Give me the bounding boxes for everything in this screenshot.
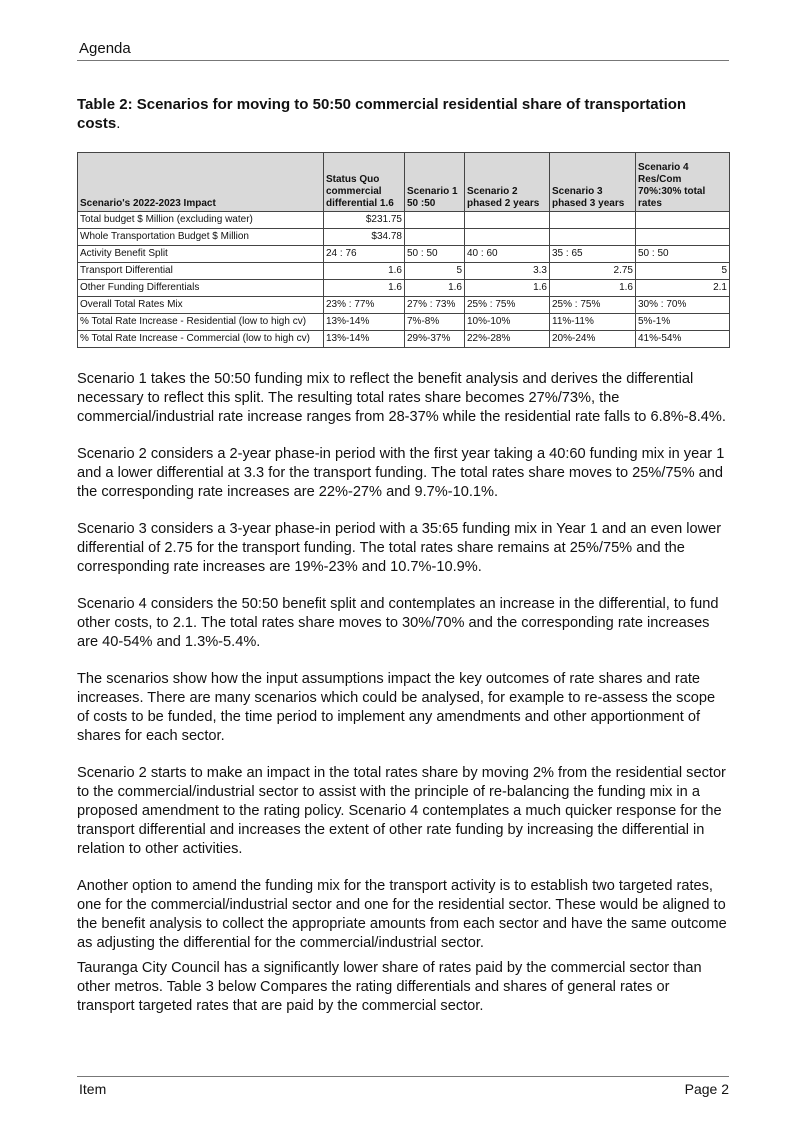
- header-cell-status-quo: Status Quo commercial differential 1.6: [324, 153, 405, 212]
- table-cell: 2.1: [636, 280, 730, 297]
- table-cell: 13%-14%: [324, 331, 405, 348]
- row-label: % Total Rate Increase - Residential (low to high cv): [78, 314, 324, 331]
- table-cell: [465, 212, 550, 229]
- table-header-row: [78, 153, 730, 212]
- row-label: % Total Rate Increase - Commercial (low to high cv): [78, 331, 324, 348]
- body-text: [77, 370, 729, 1034]
- table-caption: [77, 95, 727, 133]
- table-cell: 1.6: [324, 280, 405, 297]
- table-row: [78, 229, 730, 246]
- header-cell-scenario-2: Scenario 2 phased 2 years: [465, 153, 550, 212]
- row-label: Transport Differential: [78, 263, 324, 280]
- table-cell: 2.75: [550, 263, 636, 280]
- table-cell: 5: [636, 263, 730, 280]
- table-cell: [550, 212, 636, 229]
- table-cell: 40 : 60: [465, 246, 550, 263]
- row-label: Activity Benefit Split: [78, 246, 324, 263]
- page-footer: [77, 1076, 729, 1097]
- row-label: Total budget $ Million (excluding water): [78, 212, 324, 229]
- table-cell: 10%-10%: [465, 314, 550, 331]
- paragraph-scenario-2: Scenario 2 considers a 2-year phase-in period with the first year taking a 40:60 funding mix in year 1 and a lower differential at 3.3 for the transport funding. The total rates share moves to 25%/75% and the corresponding rate increases are 22%-27% and 9.7%-10.1%.: [77, 446, 725, 500]
- table-cell: 50 : 50: [636, 246, 730, 263]
- table-cell: 5: [405, 263, 465, 280]
- header-cell-scenario-1: Scenario 1 50 :50: [405, 153, 465, 212]
- table-cell: [405, 229, 465, 246]
- row-label: Overall Total Rates Mix: [78, 297, 324, 314]
- header-title: Agenda: [79, 40, 131, 57]
- table-row: [78, 246, 730, 263]
- table-cell: 1.6: [324, 263, 405, 280]
- page-header: [77, 38, 729, 61]
- table-cell: [465, 229, 550, 246]
- table-row: [78, 212, 730, 229]
- page-number: Page 2: [684, 1081, 729, 1097]
- footer-item-label: Item: [79, 1081, 107, 1097]
- table-cell: [636, 229, 730, 246]
- table-cell: 50 : 50: [405, 246, 465, 263]
- table-cell: 27% : 73%: [405, 297, 465, 314]
- header-cell-scenario-3: Scenario 3 phased 3 years: [550, 153, 636, 212]
- row-label: Other Funding Differentials: [78, 280, 324, 297]
- table-cell: $34.78: [324, 229, 405, 246]
- table-cell: 7%-8%: [405, 314, 465, 331]
- header-cell-impact: Scenario's 2022-2023 Impact: [78, 153, 324, 212]
- paragraph-scenario-2-impact: Scenario 2 starts to make an impact in the total rates share by moving 2% from the residential sector to the commercial/industrial sector to assist with the principle of re-balancing the funding mix in a proposed amendment to the rating policy. Scenario 4 contemplates a much quicker response for the transport differential and increases the extent of other rate funding by increasing the differential in relation to other activities.: [77, 765, 726, 857]
- table-cell: 5%-1%: [636, 314, 730, 331]
- table-cell: 35 : 65: [550, 246, 636, 263]
- paragraph-scenario-4: Scenario 4 considers the 50:50 benefit split and contemplates an increase in the differential, to fund other costs, to 2.1. The total rates share moves to 30%/70% and the corresponding rate increases are 40-54% and 1.3%-5.4%.: [77, 596, 719, 650]
- table-row: [78, 331, 730, 348]
- table-cell: 20%-24%: [550, 331, 636, 348]
- table-row: [78, 314, 730, 331]
- table-cell: 25% : 75%: [465, 297, 550, 314]
- table-cell: 41%-54%: [636, 331, 730, 348]
- table-cell: 22%-28%: [465, 331, 550, 348]
- table-row: [78, 280, 730, 297]
- header-cell-scenario-4: Scenario 4 Res/Com 70%:30% total rates: [636, 153, 730, 212]
- table-cell: 30% : 70%: [636, 297, 730, 314]
- paragraph-scenario-3: Scenario 3 considers a 3-year phase-in period with a 35:65 funding mix in Year 1 and an even lower differential of 2.75 for the transport funding. The total rates share remains at 25%/75% and the corresponding rate increases are 19%-23% and 10.7%-10.9%.: [77, 521, 722, 575]
- table-caption-end: .: [116, 115, 121, 132]
- table-cell: 29%-37%: [405, 331, 465, 348]
- table-cell: 3.3: [465, 263, 550, 280]
- table-cell: 13%-14%: [324, 314, 405, 331]
- row-label: Whole Transportation Budget $ Million: [78, 229, 324, 246]
- table-cell: 25% : 75%: [550, 297, 636, 314]
- table-caption-text: Table 2: Scenarios for moving to 50:50 commercial residential share of transportation costs: [77, 96, 687, 132]
- table-cell: 11%-11%: [550, 314, 636, 331]
- table-row: [78, 263, 730, 280]
- table-cell: 1.6: [465, 280, 550, 297]
- table-cell: 24 : 76: [324, 246, 405, 263]
- table-cell: 1.6: [405, 280, 465, 297]
- table-cell: 23% : 77%: [324, 297, 405, 314]
- table-row: [78, 297, 730, 314]
- scenarios-table: [77, 152, 730, 348]
- table-cell: [550, 229, 636, 246]
- table-cell: $231.75: [324, 212, 405, 229]
- paragraph-tauranga: Tauranga City Council has a significantly lower share of rates paid by the commercial sector than other metros. Table 3 below Compares the rating differentials and shares of general rates or transport targeted rates that are paid by the commercial sector.: [77, 960, 702, 1014]
- table-cell: [405, 212, 465, 229]
- paragraph-scenarios-impact: The scenarios show how the input assumptions impact the key outcomes of rate shares and rate increases. There are many scenarios which could be analysed, for example to re-assess the scope of costs to be funded, the time period to implement any amendments and other apportionment of shares for each sector.: [77, 671, 716, 744]
- paragraph-scenario-1: Scenario 1 takes the 50:50 funding mix to reflect the benefit analysis and derives the differential necessary to reflect this split. The resulting total rates share becomes 27%/73%, the commercial/industrial rate increase ranges from 28-37% while the residential rate falls to 6.8%-8.4%.: [77, 371, 726, 425]
- table-cell: 1.6: [550, 280, 636, 297]
- table-cell: [636, 212, 730, 229]
- paragraph-targeted-rates: Another option to amend the funding mix for the transport activity is to establish two targeted rates, one for the commercial/industrial sector and one for the residential sector. These would be aligned to the benefit analysis to collect the appropriate amounts from each sector and have the same outcome as adjusting the differential for the commercial/industrial sector.: [77, 878, 727, 951]
